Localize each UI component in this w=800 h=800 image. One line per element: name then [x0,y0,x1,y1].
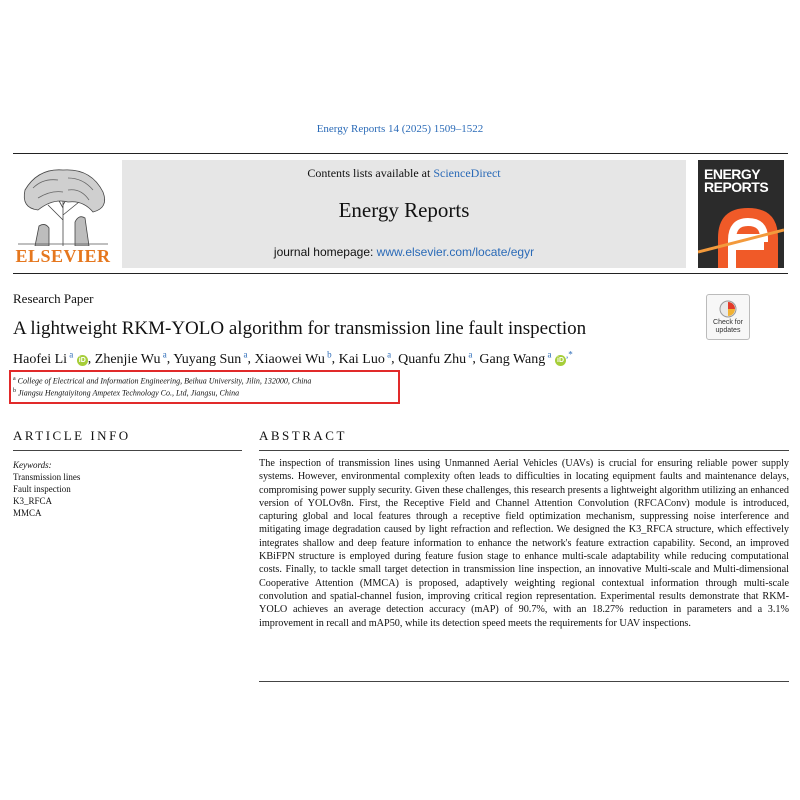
journal-name[interactable]: Energy Reports [338,198,470,222]
author-name[interactable]: Gang Wang [479,351,546,367]
elsevier-logo[interactable] [13,160,113,268]
author-affiliation-mark[interactable]: a [466,349,473,359]
sciencedirect-link[interactable]: ScienceDirect [433,166,501,180]
check-for-updates-label: Check for updates [713,319,743,334]
abstract-bottom-rule [259,681,789,682]
author-list: Haofei Li $^a$ iD , Zhenjie Wu $^a$, Yuyang Sun $^a$, Xiaowei Wu $^b$, Kai Luo $^a$, Quanfu Zhu $^a$, Gang Wang $^a$ iD,* [13,349,573,367]
author-name[interactable]: Yuyang Sun [173,351,242,367]
journal-homepage [122,245,686,259]
cover-title-line1: ENERGY [704,166,761,182]
author-entry [398,349,473,367]
author-entry [254,349,332,367]
contents-prefix: Contents lists available at [307,166,434,180]
author-entry [479,349,573,367]
author-entry [13,349,88,367]
cover-title-line2: REPORTS [704,179,769,195]
keywords-label: Keywords: [13,460,52,470]
author-affiliation-mark[interactable]: b [324,349,332,359]
homepage-link[interactable]: www.elsevier.com/locate/egyr [376,245,535,259]
article-info-heading: ARTICLE INFO [13,428,131,443]
elsevier-tree-logo-icon [13,160,113,246]
author-name[interactable]: Kai Luo [338,351,385,367]
keyword-item[interactable]: K3_RFCA [13,496,53,506]
author-affiliation-mark[interactable]: a [160,349,167,359]
elsevier-wordmark: ELSEVIER [15,246,111,266]
orcid-icon[interactable]: iD [78,356,86,364]
author-entry [173,349,248,367]
author-name[interactable]: Quanfu Zhu [398,351,467,367]
journal-cover[interactable] [698,160,784,268]
journal-citation[interactable]: Energy Reports 14 (2025) 1509–1522 [316,123,484,135]
affiliation-mark: a [13,376,16,382]
author-affiliation-mark[interactable]: a [67,349,74,359]
abstract-heading: ABSTRACT [259,428,347,443]
affiliation-a [13,376,311,386]
author-affiliation-mark[interactable]: a [384,349,392,359]
abstract-text: The inspection of transmission lines using Unmanned Aerial Vehicles (UAVs) is crucial for ensuring reliable power supply systems. However, environmental complexity often leads to difficulties in locating equipment faults and maintenance delays, compromising power supply security. Given these challenges, this research presents a lightweight algorithm utilizing an enhanced version of YOLOv8n. First, the Receptive Field and Channel Attention Convolution (RFCAConv) module is introduced, capturing global and local features through a receptive field optimization mechanism, suppressing noise interference and mitigating image degradation caused by light refraction and reflection. We designed the K3_RFCA structure, which effectively integrates shallow and deep feature information to enhance the network's feature extraction capability. Second, an improved KBiFPN structure is employed during feature fusion stage to enhance multi-scale adaptability while reducing computational costs. Finally, to tackle small target detection in transmission line inspection, an innovative Multi-scale and Multi-dimensional Cooperative Attention (MMCA) is proposed, adaptively weighting regional contextual information through multi-scale convolution and spatial-channel fusion, improving critical region representation. Experimental results demonstrate that RKM-YOLO achieves an average detection accuracy (mAP) of 90.7%, with an 18.27% reduction in parameters and a 3.1% improvement in recall and mAP50, while its detection speed meets the requirements for UAV inspections. [259,458,789,629]
affiliation-text: Jiangsu Hengtaiyitong Ampetex Technology Co., Ltd, Jiangsu, China [18,388,240,398]
keyword-item[interactable]: Transmission lines [13,472,81,482]
affiliation-text: College of Electrical and Information Engineering, Beihua University, Jilin, 132000, China [17,376,312,386]
orcid-icon[interactable]: iD [557,356,565,364]
author-entry [94,349,167,367]
corresponding-author-mark[interactable]: ,* [566,349,573,359]
article-info-rule [13,450,242,451]
author-affiliation-mark[interactable]: a [241,349,248,359]
author-entry [338,349,392,367]
check-for-updates-button[interactable] [706,294,750,340]
cover-e-graphic-icon [698,160,784,268]
keyword-item[interactable]: MMCA [13,508,42,518]
contents-availability [122,166,686,181]
keyword-item[interactable]: Fault inspection [13,484,71,494]
author-affiliation-mark[interactable]: a [545,349,552,359]
header-top-rule [13,153,788,154]
paper-title: A lightweight RKM-YOLO algorithm for transmission line fault inspection [13,318,587,339]
abstract-rule [259,450,789,451]
author-name[interactable]: Haofei Li [13,351,68,367]
check-for-updates-icon [718,299,738,319]
article-type: Research Paper [13,291,94,306]
author-name[interactable]: Xiaowei Wu [254,351,325,367]
homepage-prefix: journal homepage: [273,245,377,259]
header-bottom-rule [13,273,788,274]
affiliation-mark: b [13,388,16,394]
journal-banner [122,160,686,268]
author-name[interactable]: Zhenjie Wu [94,351,161,367]
affiliation-b [13,388,239,398]
